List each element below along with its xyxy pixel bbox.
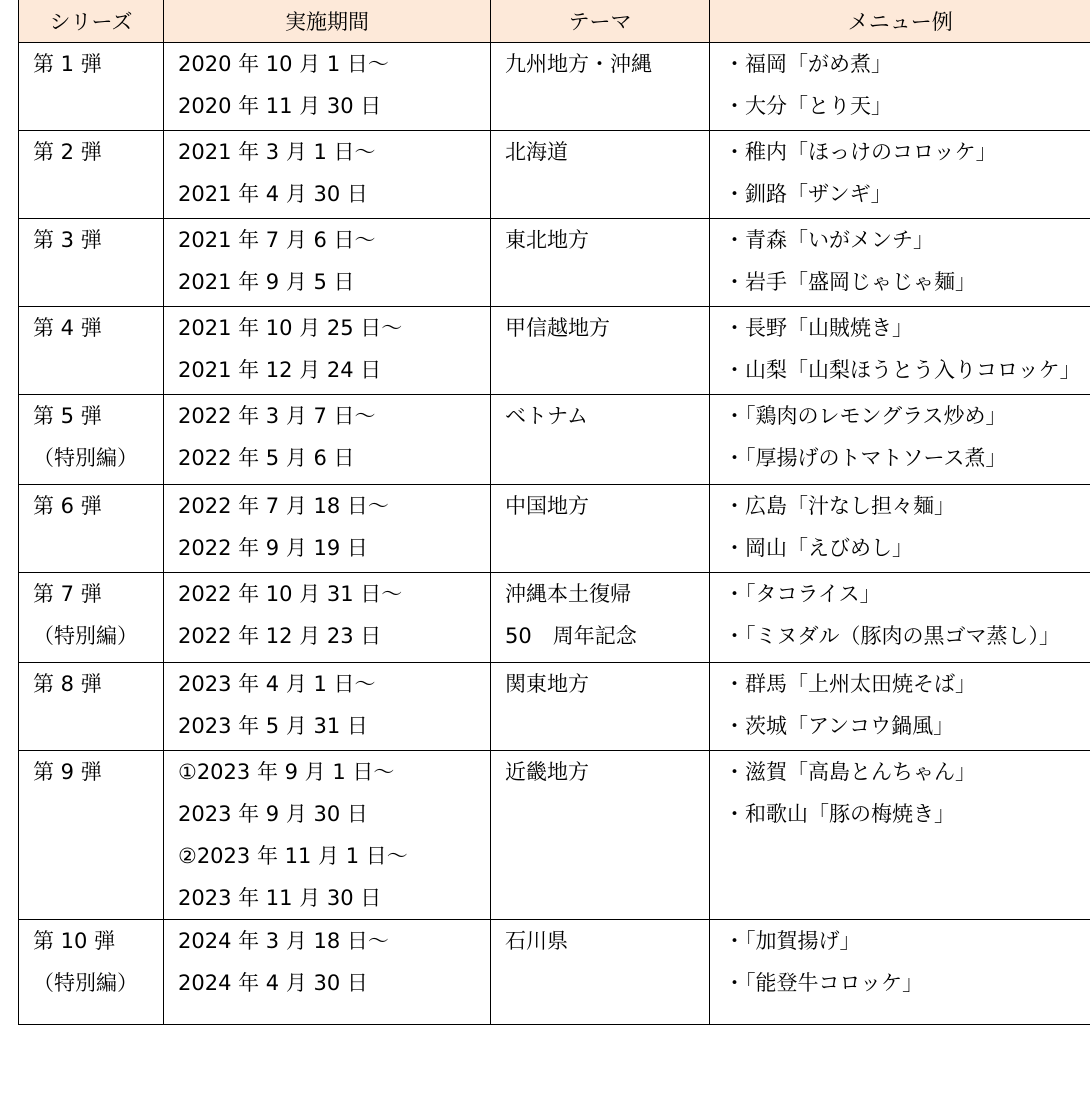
cell-theme [491, 395, 710, 485]
period-text: 2021 年 4 月 30 日 [178, 182, 368, 206]
theme-text: 北海道 [505, 140, 568, 164]
cell-theme [491, 307, 710, 395]
menu-text: ・茨城「アンコウ鍋風」 [724, 714, 955, 738]
table-row [19, 131, 1090, 219]
menu-text: ・広島「汁なし担々麺」 [724, 494, 955, 518]
menu-text: ・長野「山賊焼き」 [724, 316, 913, 340]
table-row [19, 485, 1090, 573]
menu-text: ・釧路「ザンギ」 [724, 182, 892, 206]
menu-text: ・稚内「ほっけのコロッケ」 [724, 140, 997, 164]
period-text: 2024 年 3 月 18 日～ [178, 929, 389, 953]
period-text: 2022 年 7 月 18 日～ [178, 494, 389, 518]
cell-series [19, 573, 164, 663]
period-text: 2021 年 12 月 24 日 [178, 358, 382, 382]
theme-text: 東北地方 [505, 228, 589, 252]
series-text: （特別編） [33, 971, 138, 995]
period-text: 2023 年 11 月 30 日 [178, 886, 382, 910]
series-table [18, 0, 1090, 1025]
period-text: 2022 年 12 月 23 日 [178, 624, 382, 648]
cell-series [19, 663, 164, 751]
cell-theme [491, 920, 710, 1025]
period-text: 2023 年 4 月 1 日～ [178, 672, 376, 696]
cell-series [19, 920, 164, 1025]
header-row [19, 0, 1090, 43]
cell-menu [710, 573, 1090, 663]
period-text: 2021 年 3 月 1 日～ [178, 140, 376, 164]
header-period: 実施期間 [164, 0, 491, 43]
series-text: （特別編） [33, 446, 138, 470]
menu-text: ・「厚揚げのトマトソース煮」 [724, 446, 1007, 470]
table-row [19, 43, 1090, 131]
cell-series [19, 307, 164, 395]
table-row [19, 920, 1090, 1025]
header-series: シリーズ [19, 0, 164, 43]
theme-text: 関東地方 [505, 672, 589, 696]
menu-text: ・大分「とり天」 [724, 94, 892, 118]
cell-period [164, 751, 491, 920]
period-text: 2020 年 11 月 30 日 [178, 94, 382, 118]
series-text: 第 8 弾 [33, 672, 102, 696]
cell-theme [491, 485, 710, 573]
series-text: 第 3 弾 [33, 228, 102, 252]
period-text: 2023 年 9 月 30 日 [178, 802, 368, 826]
theme-text: 甲信越地方 [505, 316, 610, 340]
cell-theme [491, 573, 710, 663]
period-text: ①2023 年 9 月 1 日～ [178, 760, 395, 784]
cell-theme [491, 131, 710, 219]
cell-theme [491, 663, 710, 751]
cell-period [164, 219, 491, 307]
cell-series [19, 485, 164, 573]
cell-menu [710, 751, 1090, 920]
menu-text: ・岡山「えびめし」 [724, 536, 913, 560]
menu-text: ・滋賀「高島とんちゃん」 [724, 760, 976, 784]
cell-period [164, 43, 491, 131]
theme-text: 中国地方 [505, 494, 589, 518]
cell-period [164, 663, 491, 751]
cell-period [164, 573, 491, 663]
cell-series [19, 751, 164, 920]
table-row [19, 307, 1090, 395]
period-text: 2022 年 3 月 7 日～ [178, 404, 376, 428]
series-text: 第 10 弾 [33, 929, 116, 953]
menu-text: ・「加賀揚げ」 [724, 929, 861, 953]
series-text: 第 5 弾 [33, 404, 102, 428]
period-text: 2020 年 10 月 1 日～ [178, 52, 389, 76]
period-text: 2021 年 9 月 5 日 [178, 270, 355, 294]
series-text: 第 9 弾 [33, 760, 102, 784]
period-text: 2021 年 10 月 25 日～ [178, 316, 403, 340]
menu-text: ・「鶏肉のレモングラス炒め」 [724, 404, 1007, 428]
period-text: 2023 年 5 月 31 日 [178, 714, 368, 738]
cell-menu [710, 395, 1090, 485]
cell-period [164, 920, 491, 1025]
table-row [19, 663, 1090, 751]
header-theme: テーマ [491, 0, 710, 43]
cell-series [19, 219, 164, 307]
table-row [19, 751, 1090, 920]
cell-menu [710, 219, 1090, 307]
cell-theme [491, 219, 710, 307]
period-text: 2022 年 10 月 31 日～ [178, 582, 403, 606]
cell-period [164, 485, 491, 573]
table-row [19, 219, 1090, 307]
period-text: 2024 年 4 月 30 日 [178, 971, 368, 995]
series-text: 第 4 弾 [33, 316, 102, 340]
period-text: 2021 年 7 月 6 日～ [178, 228, 376, 252]
series-text: 第 6 弾 [33, 494, 102, 518]
menu-text: ・青森「いがメンチ」 [724, 228, 934, 252]
cell-menu [710, 920, 1090, 1025]
menu-text: ・群馬「上州太田焼そば」 [724, 672, 976, 696]
table-row [19, 395, 1090, 485]
theme-text: 沖縄本土復帰 [505, 582, 631, 606]
cell-theme [491, 751, 710, 920]
header-menu: メニュー例 [710, 0, 1090, 43]
period-text: 2022 年 5 月 6 日 [178, 446, 355, 470]
period-text: 2022 年 9 月 19 日 [178, 536, 368, 560]
series-text: 第 7 弾 [33, 582, 102, 606]
menu-text: ・「タコライス」 [724, 582, 881, 606]
theme-text: ベトナム [505, 404, 588, 428]
series-text: 第 1 弾 [33, 52, 102, 76]
cell-period [164, 307, 491, 395]
cell-period [164, 395, 491, 485]
menu-text: ・和歌山「豚の梅焼き」 [724, 802, 955, 826]
menu-text: ・岩手「盛岡じゃじゃ麺」 [724, 270, 976, 294]
menu-text: ・「ミヌダル（豚肉の黒ゴマ蒸し）」 [724, 624, 1060, 648]
period-text: ②2023 年 11 月 1 日～ [178, 844, 408, 868]
theme-text: 九州地方・沖縄 [505, 52, 652, 76]
cell-menu [710, 43, 1090, 131]
cell-series [19, 131, 164, 219]
cell-menu [710, 131, 1090, 219]
menu-text: ・福岡「がめ煮」 [724, 52, 892, 76]
menu-text: ・「能登牛コロッケ」 [724, 971, 924, 995]
theme-text: 近畿地方 [505, 760, 589, 784]
theme-text: 50 周年記念 [505, 624, 637, 648]
cell-period [164, 131, 491, 219]
cell-menu [710, 663, 1090, 751]
cell-menu [710, 307, 1090, 395]
series-text: 第 2 弾 [33, 140, 102, 164]
theme-text: 石川県 [505, 929, 568, 953]
cell-series [19, 395, 164, 485]
series-text: （特別編） [33, 624, 138, 648]
table-row [19, 573, 1090, 663]
cell-menu [710, 485, 1090, 573]
cell-theme [491, 43, 710, 131]
menu-text: ・山梨「山梨ほうとう入りコロッケ」 [724, 358, 1081, 382]
cell-series [19, 43, 164, 131]
